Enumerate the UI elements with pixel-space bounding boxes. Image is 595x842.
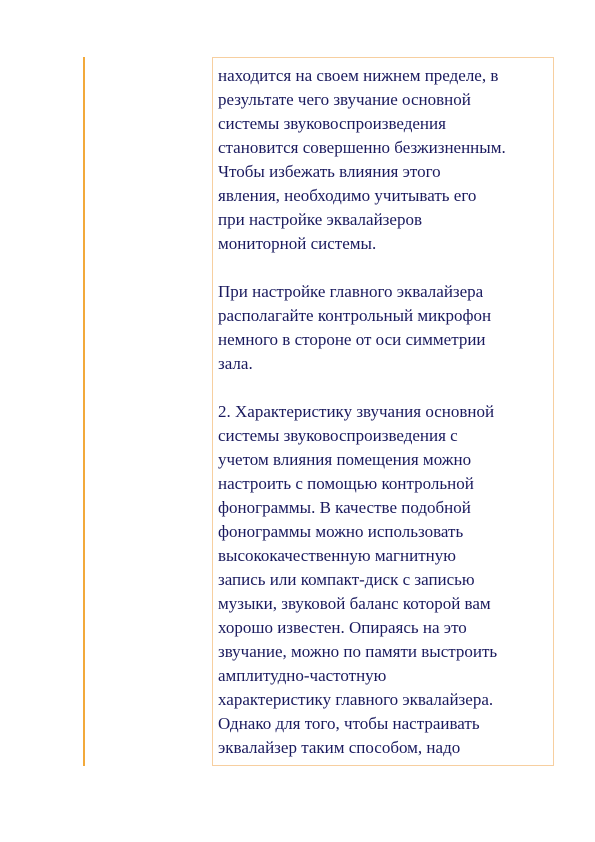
text-line: При настройке главного эквалайзера [218, 282, 484, 301]
text-line: немного в стороне от оси симметрии [218, 330, 486, 349]
text-line: системы звуковоспроизведения с [218, 426, 458, 445]
paragraph-3 [218, 400, 553, 760]
text-line: явления, необходимо учитывать его [218, 186, 477, 205]
text-line: эквалайзер таким способом, надо [218, 738, 461, 757]
text-line: Чтобы избежать влияния этого [218, 162, 441, 181]
text-line: высококачественную магнитную [218, 546, 456, 565]
text-line: системы звуковоспроизведения [218, 114, 446, 133]
text-line: фонограммы можно использовать [218, 522, 464, 541]
text-line: амплитудно-частотную [218, 666, 387, 685]
paragraph-spacer [218, 376, 553, 400]
text-line: запись или компакт-диск с записью [218, 570, 475, 589]
paragraph-2 [218, 280, 553, 376]
text-line: фонограммы. В качестве подобной [218, 498, 471, 517]
text-line: располагайте контрольный микрофон [218, 306, 492, 325]
text-line: настроить с помощью контрольной [218, 474, 474, 493]
text-line: звучание, можно по памяти выстроить [218, 642, 498, 661]
text-frame [212, 57, 554, 766]
paragraph-spacer [218, 256, 553, 280]
text-line: становится совершенно безжизненным. [218, 138, 506, 157]
text-line: характеристику главного эквалайзера. [218, 690, 494, 709]
text-line: хорошо известен. Опираясь на это [218, 618, 467, 637]
margin-rule [83, 57, 85, 766]
text-line: результате чего звучание основной [218, 90, 471, 109]
text-line: находится на своем нижнем пределе, в [218, 66, 499, 85]
text-line: при настройке эквалайзеров [218, 210, 422, 229]
paragraph-1 [218, 64, 553, 256]
text-line: Однако для того, чтобы настраивать [218, 714, 480, 733]
text-line: 2. Характеристику звучания основной [218, 402, 495, 421]
text-line: зала. [218, 354, 253, 373]
text-line: мониторной системы. [218, 234, 377, 253]
text-line: музыки, звуковой баланс которой вам [218, 594, 491, 613]
text-line: учетом влияния помещения можно [218, 450, 472, 469]
